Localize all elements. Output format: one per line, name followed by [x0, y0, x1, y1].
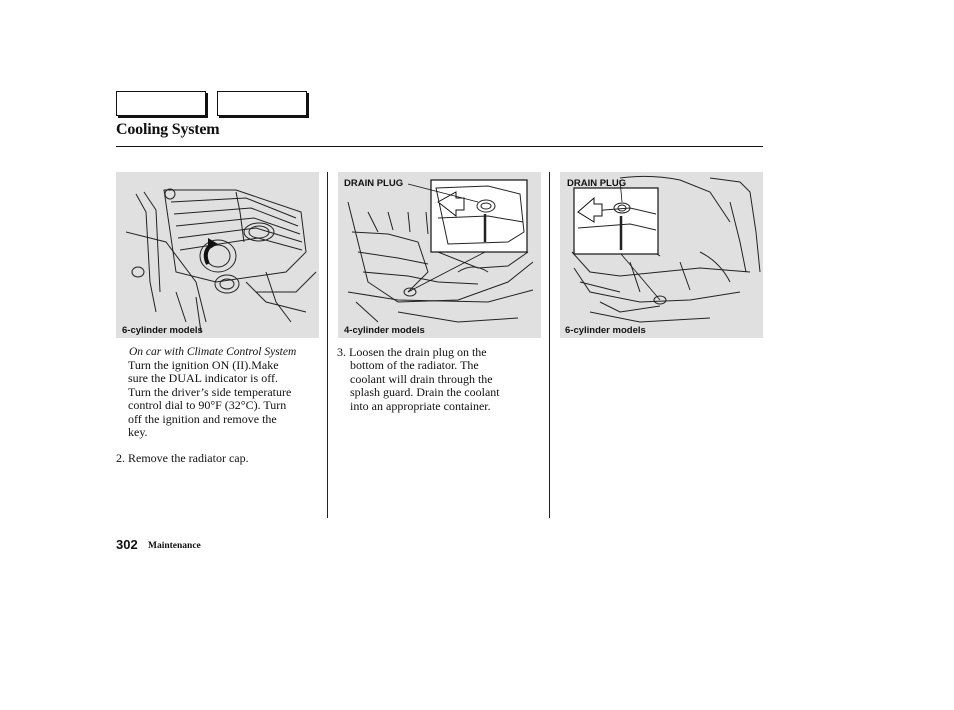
- figure-drain-plug-6cyl: [560, 172, 763, 338]
- engine-illustration-3: [560, 172, 763, 338]
- figure-1-caption: 6-cylinder models: [122, 325, 203, 336]
- step-1-line: sure the DUAL indicator is off.: [128, 371, 278, 386]
- climate-control-subheading: On car with Climate Control System: [129, 346, 297, 358]
- figure-3-label-drain-plug: DRAIN PLUG: [567, 178, 627, 189]
- engine-illustration-2: [338, 172, 541, 338]
- figure-2-label-drain-plug: DRAIN PLUG: [344, 178, 404, 189]
- step-3-line: coolant will drain through the: [350, 371, 493, 386]
- step-3-line: into an appropriate container.: [350, 398, 491, 413]
- step-3-paragraph: [337, 346, 500, 413]
- page-number: 302: [116, 537, 138, 552]
- title-rule: [116, 146, 763, 147]
- column-divider-2: [549, 172, 550, 518]
- column-divider-1: [327, 172, 328, 518]
- figure-radiator-cap: [116, 172, 319, 338]
- figure-drain-plug-4cyl: [338, 172, 541, 338]
- step-2-text: 2. Remove the radiator cap.: [116, 451, 249, 465]
- step-3-line: splash guard. Drain the coolant: [350, 385, 500, 400]
- figure-3-caption: 6-cylinder models: [565, 325, 646, 336]
- header-tab-box-1: [116, 91, 206, 116]
- step-1-line: Turn the driver’s side temperature: [128, 384, 292, 399]
- page-title: Cooling System: [116, 121, 220, 138]
- step-1-line: key.: [128, 425, 148, 440]
- step-1-paragraph: [128, 359, 291, 439]
- step-1-line: control dial to 90°F (32°C). Turn: [128, 398, 287, 413]
- step-1-line: off the ignition and remove the: [128, 411, 277, 426]
- header-tab-box-2: [217, 91, 307, 116]
- figure-2-caption: 4-cylinder models: [344, 325, 425, 336]
- section-name: Maintenance: [148, 541, 201, 551]
- step-3-line: bottom of the radiator. The: [350, 358, 479, 373]
- step-3-line: 3. Loosen the drain plug on the: [337, 345, 487, 359]
- step-1-line: Turn the ignition ON (II).Make: [128, 358, 279, 372]
- engine-illustration-1: [116, 172, 319, 338]
